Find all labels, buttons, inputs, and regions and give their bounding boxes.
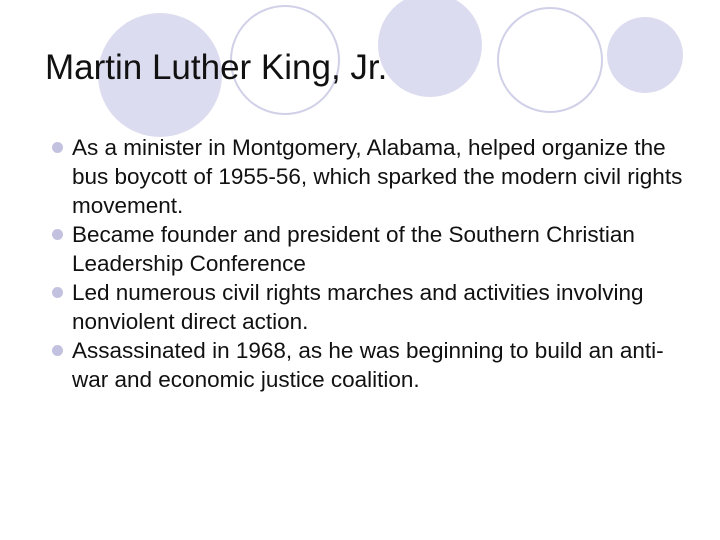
bullet-text: As a minister in Montgomery, Alabama, helped organize the bus boycott of 1955-56, which sparked the modern civil rights movement.	[72, 135, 683, 218]
bullet-dot-icon	[52, 287, 63, 298]
bullet-text: Became founder and president of the Southern Christian Leadership Conference	[72, 222, 635, 276]
bullet-list	[52, 133, 692, 394]
decor-circle-filled-2	[378, 0, 482, 97]
decor-circle-outline-2	[498, 8, 602, 112]
bullet-item	[52, 278, 692, 336]
bullet-text: Assassinated in 1968, as he was beginning to build an anti-war and economic justice coalition.	[72, 338, 664, 392]
slide-title: Martin Luther King, Jr.	[45, 48, 388, 87]
bullet-dot-icon	[52, 345, 63, 356]
bullet-item	[52, 220, 692, 278]
bullet-dot-icon	[52, 229, 63, 240]
decor-circle-filled-3	[607, 17, 683, 93]
bullet-item	[52, 336, 692, 394]
bullet-text: Led numerous civil rights marches and activities involving nonviolent direct action.	[72, 280, 644, 334]
bullet-dot-icon	[52, 142, 63, 153]
bullet-item	[52, 133, 692, 220]
